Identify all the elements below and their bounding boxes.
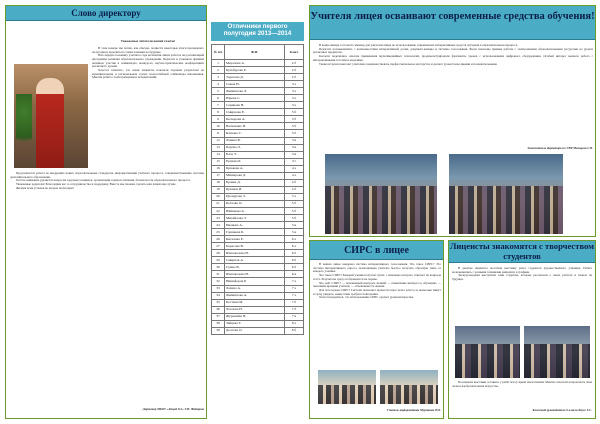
class-name: 7 а bbox=[285, 278, 304, 285]
students-paragraph: В декабре лицеисты посетили выставку работ студентов художественного училища. Ребята познакомились с разными техниками живописи и графики. bbox=[452, 267, 592, 274]
student-name: Иванова А. bbox=[225, 222, 285, 229]
student-name: Костина М. bbox=[225, 299, 285, 306]
column-header: Класс bbox=[285, 45, 304, 60]
student-name: Смаев Н. bbox=[225, 81, 285, 88]
table-row bbox=[212, 123, 304, 130]
row-number: 6 bbox=[212, 95, 225, 102]
class-name: 7 а bbox=[285, 285, 304, 292]
honor-roll-body bbox=[212, 60, 304, 335]
student-name: Сумко В. bbox=[225, 264, 285, 271]
row-number: 20 bbox=[212, 193, 225, 200]
table-row bbox=[212, 306, 304, 313]
class-name: 3 б bbox=[285, 109, 304, 116]
honor-roll-heading: Отличники первого полугодия 2013—2014 bbox=[211, 22, 304, 41]
student-name: Кулаков И. bbox=[225, 186, 285, 193]
sirs-signature: Учитель информатики Мурзакова Н.Б. bbox=[386, 409, 441, 412]
row-number: 22 bbox=[212, 207, 225, 214]
student-name: Шаповалова Н. bbox=[225, 271, 285, 278]
students-article-text-top bbox=[452, 267, 592, 325]
class-name: 3 г bbox=[285, 158, 304, 165]
teachers-photo bbox=[449, 154, 563, 234]
student-name: Никифоров Р. bbox=[225, 278, 285, 285]
row-number: 11 bbox=[212, 130, 225, 137]
director-paragraph: Уважаемые родители! Благодарим вас за сотрудничество и поддержку. Вместе мы сможем сделать наш лицей еще лучше. bbox=[16, 182, 177, 187]
row-number: 12 bbox=[212, 137, 225, 144]
table-row bbox=[212, 250, 304, 257]
row-number: 9 bbox=[212, 116, 225, 123]
class-name: 4 б bbox=[285, 179, 304, 186]
student-name: Филиппова Л. bbox=[225, 88, 285, 95]
class-name: 4 б bbox=[285, 186, 304, 193]
director-article-title: Слово директору bbox=[6, 6, 206, 21]
students-signature: Классный руководитель 9 класса Баусе Т.С. bbox=[532, 409, 592, 412]
row-number: 38 bbox=[212, 320, 225, 327]
row-number: 19 bbox=[212, 186, 225, 193]
table-row bbox=[212, 320, 304, 327]
table-row bbox=[212, 88, 304, 95]
row-number: 35 bbox=[212, 299, 225, 306]
table-row bbox=[212, 264, 304, 271]
row-number: 5 bbox=[212, 88, 225, 95]
row-number: 1 bbox=[212, 60, 225, 67]
row-number: 4 bbox=[212, 81, 225, 88]
student-name: Ершова Р. bbox=[225, 158, 285, 165]
sirs-paragraph: Что такое СИРС? Каждый ученик получает пульт, с помощью которого отвечает на вопросы теста. Результаты сразу отображаются на экране. bbox=[313, 273, 441, 281]
student-name: Василенко И. bbox=[225, 123, 285, 130]
sirs-paragraph: Что даёт СИРС? — мгновенный контроль знаний; — повышение интереса к обучению; — экономию времени учителя; — объективность оценки. bbox=[313, 280, 441, 289]
class-name: 8 б bbox=[285, 327, 304, 334]
row-number: 23 bbox=[212, 215, 225, 222]
table-row bbox=[212, 116, 304, 123]
table-header-row bbox=[212, 45, 304, 60]
class-name: 5 а bbox=[285, 193, 304, 200]
class-name: 4 а bbox=[285, 172, 304, 179]
table-row bbox=[212, 207, 304, 214]
table-row bbox=[212, 285, 304, 292]
teachers-paragraph: Такие встречи помогают учителям совершенствовать профессиональное мастерство и делают уроки более яркими и познавательными. bbox=[319, 61, 498, 66]
student-name: Тарасова Д. bbox=[225, 74, 285, 81]
table-row bbox=[212, 236, 304, 243]
class-name: 6 б bbox=[285, 264, 304, 271]
table-row bbox=[212, 271, 304, 278]
row-number: 2 bbox=[212, 67, 225, 74]
teachers-article-text bbox=[313, 44, 593, 148]
table-row bbox=[212, 172, 304, 179]
director-paragraph: В этом номере мы хотим, как обычно, подвести некоторые итоги прошедшего полугодия и поделиться с вами планами на будущее. bbox=[92, 47, 204, 54]
sirs-paragraph: В нашем лицее внедрена система интерактивного голосования. Что такое СИРС? Это система интерактивного опроса, позволяющая учителю быстро получать обратную связь от каждого ученика. bbox=[313, 263, 441, 274]
students-paragraph: Посещение выставки оставило у ребят массу ярких впечатлений. Многие захотели попробовать свои силы в изобразительном искусстве. bbox=[452, 381, 592, 388]
director-paragraph: Желаем всем успехов во втором полугодии! bbox=[16, 186, 74, 191]
student-name: Юрова С. bbox=[225, 95, 285, 102]
table-row bbox=[212, 299, 304, 306]
table-row bbox=[212, 130, 304, 137]
class-name: 3 а bbox=[285, 81, 304, 88]
table-row bbox=[212, 95, 304, 102]
director-paragraph: Всю первую половину учебного года коллектив лицея работал над реализацией программы развития образовательного учреждения. Педагоги и учащиеся приняли активное участие в олимпиадах, конкурсах, научно-практических конференциях различного уровня. bbox=[92, 53, 204, 69]
class-name: 7 а bbox=[285, 292, 304, 299]
table-row bbox=[212, 158, 304, 165]
student-name: Бескорова А. bbox=[225, 116, 285, 123]
class-name: 3 б bbox=[285, 116, 304, 123]
director-signature: Директор МБОУ «Лицей №1» Т.Н. Федорова bbox=[142, 408, 204, 411]
row-number: 27 bbox=[212, 243, 225, 250]
row-number: 16 bbox=[212, 165, 225, 172]
class-name: 6 а bbox=[285, 236, 304, 243]
student-name: Киселева Е. bbox=[225, 236, 285, 243]
class-name: 2 б bbox=[285, 67, 304, 74]
table-row bbox=[212, 67, 304, 74]
class-name: 3 б bbox=[285, 123, 304, 130]
row-number: 32 bbox=[212, 278, 225, 285]
table-row bbox=[212, 165, 304, 172]
row-number: 24 bbox=[212, 222, 225, 229]
teachers-paragraph: В конце января состоялся семинар для учителей лицея по использованию современных интерактивных средств обучения в образовательном процессе. bbox=[319, 44, 519, 47]
student-name: Смирнова Е. bbox=[225, 109, 285, 116]
row-number: 30 bbox=[212, 264, 225, 271]
student-name: Мерзлова А. bbox=[225, 60, 285, 67]
column-header: № п/п bbox=[212, 45, 225, 60]
student-name: Мишарова Д. bbox=[225, 172, 285, 179]
teachers-paragraph: Педагоги познакомились с возможностями интерактивной доски, документ-камеры и системы голосования. Были показаны приемы работы с электронными образовательными ресурсами на уроках различных предметов. bbox=[313, 46, 593, 55]
table-row bbox=[212, 74, 304, 81]
student-name: Бровка Д. bbox=[225, 179, 285, 186]
table-row bbox=[212, 151, 304, 158]
column-header: Ф.И. bbox=[225, 45, 285, 60]
row-number: 14 bbox=[212, 151, 225, 158]
class-name: 2 б bbox=[285, 74, 304, 81]
table-row bbox=[212, 144, 304, 151]
class-name: 5 б bbox=[285, 200, 304, 207]
row-number: 15 bbox=[212, 158, 225, 165]
student-name: Зайцева Т. bbox=[225, 320, 285, 327]
table-row bbox=[212, 102, 304, 109]
table-row bbox=[212, 278, 304, 285]
director-photo bbox=[14, 64, 88, 168]
student-name: Филиппова А. bbox=[225, 292, 285, 299]
sirs-photo bbox=[318, 370, 376, 404]
table-row bbox=[212, 81, 304, 88]
sirs-photo bbox=[380, 370, 438, 404]
student-name: Горшкова Б. bbox=[225, 229, 285, 236]
student-name: Блох Т. bbox=[225, 151, 285, 158]
student-name: Серикова Н. bbox=[225, 102, 285, 109]
row-number: 17 bbox=[212, 172, 225, 179]
sirs-article-title: СИРС в лицее bbox=[310, 241, 443, 260]
director-article-text-right bbox=[92, 47, 204, 171]
row-number: 3 bbox=[212, 74, 225, 81]
students-photo bbox=[455, 326, 520, 378]
row-number: 10 bbox=[212, 123, 225, 130]
table-row bbox=[212, 186, 304, 193]
students-article-text-bottom bbox=[452, 381, 592, 407]
class-name: 5 в bbox=[285, 222, 304, 229]
table-row bbox=[212, 229, 304, 236]
row-number: 7 bbox=[212, 102, 225, 109]
student-name: Лазина В. bbox=[225, 137, 285, 144]
table-row bbox=[212, 327, 304, 334]
honor-roll-table bbox=[211, 44, 304, 335]
class-name: 5 б bbox=[285, 215, 304, 222]
director-greeting: Уважаемые читатели нашей газеты! bbox=[120, 40, 176, 43]
director-paragraph: Особое внимание уделяется вопросам здоровья учащихся, организации горячего питания, безопасности образовательного процесса. bbox=[16, 178, 191, 183]
director-paragraph: Продолжается работа по внедрению новых образовательных стандартов, информатизации учебного процесса, совершенствованию системы дополнительного образования. bbox=[10, 172, 204, 179]
student-name: Карасова В. bbox=[225, 243, 285, 250]
students-article-title: Лицеисты знакомятся с творчеством студентов bbox=[449, 241, 595, 263]
class-name: 3 б bbox=[285, 130, 304, 137]
sirs-article-text bbox=[313, 263, 441, 367]
director-article-text-bottom bbox=[10, 172, 204, 404]
class-name: 4 а bbox=[285, 165, 304, 172]
row-number: 29 bbox=[212, 257, 225, 264]
class-name: 3 в bbox=[285, 144, 304, 151]
student-name: Михайлова Э. bbox=[225, 215, 285, 222]
class-name: 5 б bbox=[285, 207, 304, 214]
student-name: Лазина А. bbox=[225, 285, 285, 292]
class-name: 3 а bbox=[285, 102, 304, 109]
table-row bbox=[212, 193, 304, 200]
table-row bbox=[212, 313, 304, 320]
class-name: 2 б bbox=[285, 60, 304, 67]
student-name: Козлова О. bbox=[225, 200, 285, 207]
class-name: 5 в bbox=[285, 229, 304, 236]
row-number: 8 bbox=[212, 109, 225, 116]
table-row bbox=[212, 215, 304, 222]
row-number: 13 bbox=[212, 144, 225, 151]
row-number: 26 bbox=[212, 236, 225, 243]
row-number: 21 bbox=[212, 200, 225, 207]
class-name: 7 б bbox=[285, 299, 304, 306]
row-number: 39 bbox=[212, 327, 225, 334]
student-name: Журавлёва В. bbox=[225, 313, 285, 320]
student-name: Смирнов А. bbox=[225, 257, 285, 264]
row-number: 33 bbox=[212, 285, 225, 292]
class-name: 6 б bbox=[285, 250, 304, 257]
students-photo bbox=[524, 326, 590, 378]
class-name: 3 а bbox=[285, 88, 304, 95]
student-name: Шаповалова Н. bbox=[225, 250, 285, 257]
teachers-photo bbox=[325, 154, 437, 234]
row-number: 25 bbox=[212, 229, 225, 236]
class-name: 3 в bbox=[285, 151, 304, 158]
class-name: 6 в bbox=[285, 271, 304, 278]
table-row bbox=[212, 109, 304, 116]
row-number: 28 bbox=[212, 250, 225, 257]
row-number: 34 bbox=[212, 292, 225, 299]
teachers-paragraph: Коллеги поделились опытом применения мультимедийных технологий, продемонстрировали фрагменты уроков с использованием цифрового оборудования. Особый интерес вызвала работа с интерактивными тестами и моделями. bbox=[313, 54, 593, 62]
director-paragraph: Хочется отметить, что наши лицеисты показали хорошие результаты на муниципальном и региональном этапах всероссийской олимпиады школьников. Многие ребята стали призерами и победителями. bbox=[92, 68, 204, 80]
table-row bbox=[212, 200, 304, 207]
sirs-paragraph: Для чего нужна СИРС? Система позволяет провести опрос всего класса за несколько минут и сразу увидеть, какие темы требуют повторения. bbox=[313, 288, 441, 296]
student-name: Хохлова Н. bbox=[225, 306, 285, 313]
class-name: 6 б bbox=[285, 257, 304, 264]
student-name: Крюкова А. bbox=[225, 165, 285, 172]
teachers-article-title: Учителя лицея осваивают современные средства обучения! bbox=[310, 6, 595, 40]
class-name: 3 в bbox=[285, 137, 304, 144]
class-name: 6 а bbox=[285, 243, 304, 250]
row-number: 31 bbox=[212, 271, 225, 278]
class-name: 7 в bbox=[285, 313, 304, 320]
sirs-paragraph: Хочется надеяться, что использование СИРС сделает уроки интереснее. bbox=[319, 295, 415, 300]
table-row bbox=[212, 222, 304, 229]
row-number: 37 bbox=[212, 313, 225, 320]
table-row bbox=[212, 137, 304, 144]
student-name: Кузьбурова Е. bbox=[225, 67, 285, 74]
table-row bbox=[212, 257, 304, 264]
class-name: 3 а bbox=[285, 95, 304, 102]
table-row bbox=[212, 60, 304, 67]
student-name: Каткова С. bbox=[225, 130, 285, 137]
student-name: Карова Л. bbox=[225, 144, 285, 151]
class-name: 7 б bbox=[285, 306, 304, 313]
table-row bbox=[212, 179, 304, 186]
student-name: Шишкова А. bbox=[225, 207, 285, 214]
student-name: Прокурова З. bbox=[225, 193, 285, 200]
teachers-signature: Заместитель директора по УВР Мальцева С.В. bbox=[527, 147, 593, 150]
row-number: 36 bbox=[212, 306, 225, 313]
student-name: Долгова О. bbox=[225, 327, 285, 334]
row-number: 18 bbox=[212, 179, 225, 186]
students-paragraph: Экскурсоводами выступили сами студенты, которые рассказали о своих работах и планах на будущее. bbox=[452, 273, 592, 282]
table-row bbox=[212, 243, 304, 250]
table-row bbox=[212, 292, 304, 299]
class-name: 8 а bbox=[285, 320, 304, 327]
